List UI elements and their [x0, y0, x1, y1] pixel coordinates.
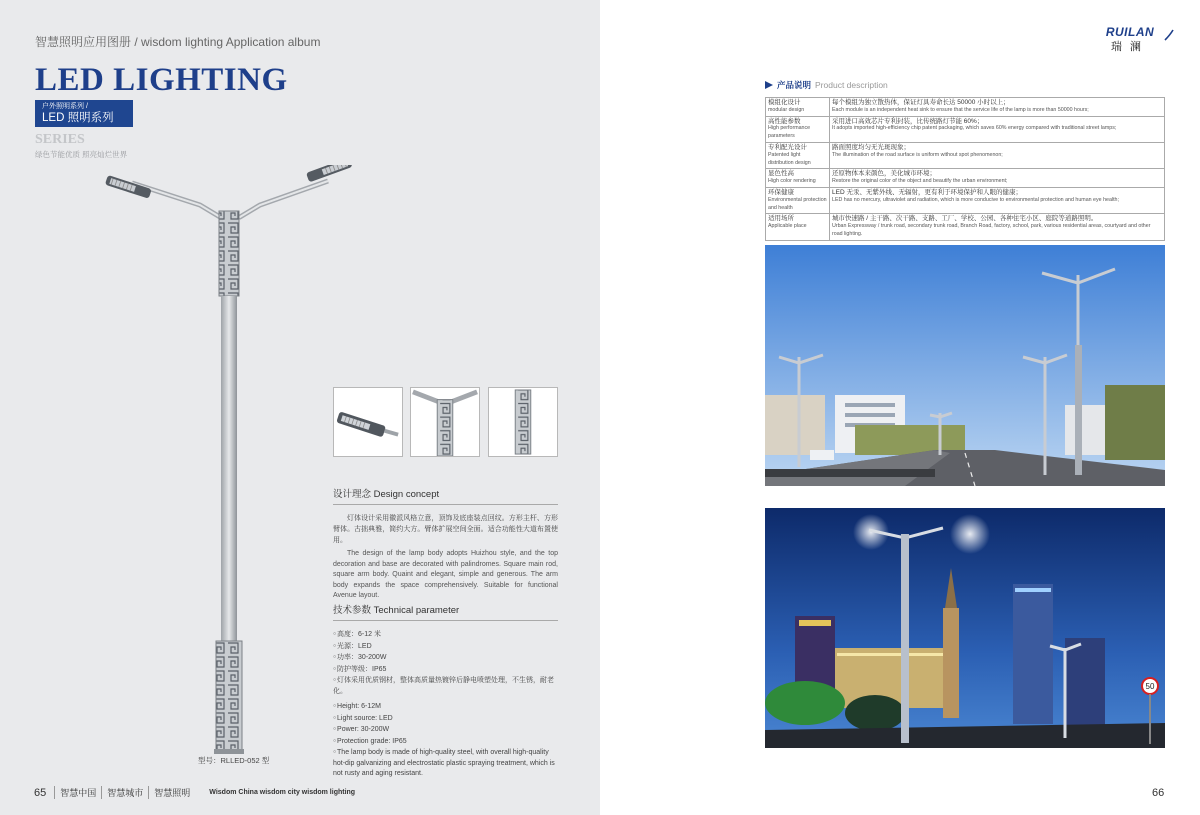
triangle-icon — [765, 81, 773, 89]
param-item: ○ Height: 6-12M — [333, 701, 558, 713]
feature-name-cn: 模组化设计 — [768, 99, 801, 106]
feature-desc-en: It adopts imported high-efficiency chip patent packaging, which saves 60% energy compared with traditional street lamps; — [832, 125, 1117, 132]
footer-category: 智慧中国 — [54, 786, 101, 799]
footer-tagline: Wisdom China wisdom city wisdom lighting — [209, 789, 356, 796]
feature-name-cn: 环保健康 — [768, 188, 794, 196]
model-label: 型号：RLLED-052 型 — [198, 756, 270, 765]
param-item: ○ Protection grade: IP65 — [333, 736, 558, 748]
feature-name-en: High color rendering — [768, 178, 816, 185]
feature-desc-cell — [830, 169, 1165, 188]
thumbnail-arm-junction — [410, 387, 480, 457]
thumbnail-lamp-head — [333, 387, 403, 457]
series-small-label: 户外照明系列 / — [42, 103, 88, 110]
series-box — [35, 100, 133, 127]
brand-logo — [1094, 25, 1166, 54]
right-page — [600, 0, 1200, 815]
logo-text-en: RUILAN — [1105, 25, 1155, 39]
feature-desc-cell — [830, 98, 1165, 117]
design-concept-en: The design of the lamp body adopts Huizhou style, and the top decoration and base are decorated with palindromes. Square main rod, square arm body. Quaint and elegant, simple and generous. The arm body expands the space comprehensively. Suitable for functional Avenue layout. — [333, 550, 558, 599]
feature-desc-en: Urban Expressway / trunk road, secondary trunk road, Branch Road, factory, school, park, various residential areas, courtyard and other road lighting. — [832, 223, 1151, 237]
param-item: ○ Power: 30-200W — [333, 724, 558, 736]
footer-category: 智慧城市 — [101, 786, 148, 799]
feature-name-cell — [766, 169, 830, 188]
product-table-row — [766, 142, 1165, 168]
series-big-label: LED 照明系列 — [42, 112, 114, 124]
feature-desc-en: The illumination of the road surface is uniform without spot phenomenon; — [832, 151, 1003, 158]
param-item: ○ 功率：30-200W — [333, 652, 558, 664]
feature-desc-en: LED has no mercury, ultraviolet and radiation, which is more conducive to environmental protection and human eye health; — [832, 196, 1119, 203]
series-slogan: 绿色节能优质 照亮灿烂世界 — [35, 150, 128, 159]
feature-desc-en: Each module is an independent heat sink to ensure that the service life of the lamp is more than 50000 hours; — [832, 106, 1089, 113]
left-footer — [34, 786, 355, 799]
feature-name-cn: 显色性高 — [768, 170, 794, 178]
feature-name-en: Patented light distribution design — [768, 151, 811, 166]
speed-sign-text: 50 — [1145, 682, 1155, 691]
feature-name-cell — [766, 116, 830, 142]
night-street-photo — [765, 508, 1165, 748]
logo-text-cn: 瑞澜 — [1111, 41, 1149, 53]
technical-parameter-section — [333, 602, 558, 780]
feature-name-cn: 高性能参数 — [768, 117, 801, 125]
param-item: ○ 高度：6-12 米 — [333, 629, 558, 641]
feature-desc-cn: 每个模组为独立散热体，保证灯具寿命长达 50000 小时以上； — [832, 99, 1010, 106]
logo-swoosh-icon — [1164, 29, 1174, 41]
param-item: ○ 灯体采用优质钢材，整体高质量热镀锌后静电喷塑处理，不生锈，耐老化。 — [333, 675, 558, 697]
feature-desc-cell — [830, 142, 1165, 168]
technical-parameter-title: 技术参数 Technical parameter — [333, 602, 558, 621]
series-en: SERIES — [35, 132, 85, 147]
footer-category: 智慧照明 — [148, 786, 195, 799]
feature-name-cell — [766, 98, 830, 117]
feature-desc-cell — [830, 116, 1165, 142]
product-table-row — [766, 214, 1165, 240]
daytime-street-photo — [765, 245, 1165, 486]
album-title: 智慧照明应用图册 / wisdom lighting Application album — [35, 35, 321, 49]
page-number-right: 66 — [1152, 787, 1165, 799]
page-number-left: 65 — [34, 786, 47, 799]
feature-desc-cn: 还原物体本来颜色，美化城市环境； — [832, 170, 936, 178]
params-cn-list — [333, 629, 558, 697]
feature-name-cn: 适用场所 — [768, 215, 794, 223]
feature-desc-cn: 城市快速路 / 主干路、次干路、支路、工厂、学校、公园、各种住宅小区、庭院等道路照明。 — [832, 215, 1098, 223]
feature-desc-cn: LED 无汞、无紫外线、无辐射，更有利于环境保护和人眼的健康； — [832, 188, 1022, 196]
param-item: ○ 光源：LED — [333, 641, 558, 653]
product-table-row — [766, 169, 1165, 188]
design-concept-cn: 灯体设计采用徽派风格立意，顶饰及底座装点回纹。方形主杆、方形臂体。古拙典雅，简约大方。臂体扩展空间全面。适合功能性大道布置使用。 — [333, 515, 558, 544]
feature-desc-cn: 采用进口高效芯片专利封装，比传统路灯节能 60%； — [832, 117, 984, 125]
product-table-row — [766, 187, 1165, 213]
header-en: Product description — [815, 80, 888, 90]
feature-name-en: modular design — [768, 106, 805, 113]
feature-name-cell — [766, 214, 830, 240]
feature-name-cell — [766, 142, 830, 168]
product-description-table — [765, 97, 1165, 241]
feature-name-en: Environmental protection and health — [768, 196, 827, 211]
feature-desc-cn: 路面照度均匀无光斑现象； — [832, 143, 910, 151]
feature-desc-en: Restore the original color of the object and beautify the urban environment; — [832, 178, 1008, 185]
product-table-row — [766, 116, 1165, 142]
design-concept-title: 设计理念 Design concept — [333, 486, 558, 505]
header-cn: 产品说明 — [777, 80, 812, 90]
feature-name-en: High performance parameters — [768, 125, 811, 140]
param-item: ○ The lamp body is made of high-quality steel, with overall high-quality hot-dip galvanizing and electrostatic plastic spraying treatment, which is not rusty and aging resistant. — [333, 747, 558, 780]
feature-name-en: Applicable place — [768, 223, 807, 230]
product-table-row — [766, 98, 1165, 117]
main-title: LED LIGHTING — [35, 62, 288, 98]
feature-desc-cell — [830, 187, 1165, 213]
thumbnail-base-pattern — [488, 387, 558, 457]
params-en-list — [333, 701, 558, 780]
param-item: ○ Light source: LED — [333, 713, 558, 725]
product-description-header — [765, 79, 888, 91]
param-item: ○ 防护等级：IP65 — [333, 664, 558, 676]
feature-name-cn: 专利配光设计 — [768, 143, 807, 151]
feature-desc-cell — [830, 214, 1165, 240]
design-concept-section — [333, 486, 558, 602]
feature-name-cell — [766, 187, 830, 213]
street-lamp-illustration — [100, 165, 360, 755]
